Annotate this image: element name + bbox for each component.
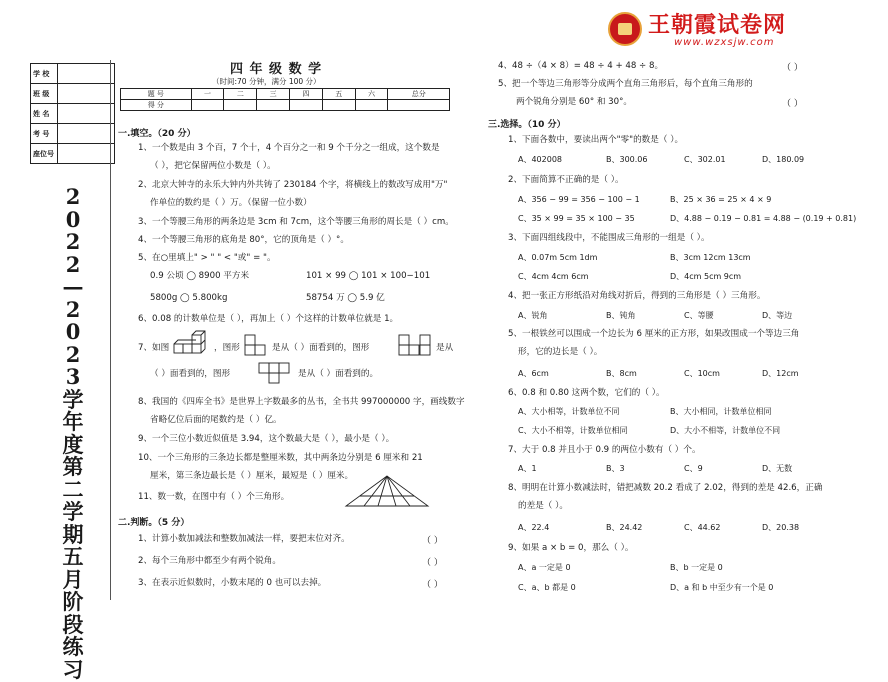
choice-stem: 4、把一张正方形纸沿对角线对折后，得到的三角形是（ ）三角形。	[508, 291, 766, 301]
choice-option[interactable]: D、4.88 − 0.19 − 0.81 = 4.88 − (0.19 + 0.81)	[670, 214, 857, 223]
choice-option[interactable]: D、12cm	[762, 369, 799, 378]
info-field[interactable]	[58, 104, 115, 124]
answer-paren[interactable]: （ ）	[422, 536, 443, 546]
view-shape-c	[258, 362, 292, 384]
section-1-title: 一.填空。（20 分）	[118, 129, 196, 139]
choice-stem: 9、如果 a × b = 0，那么（ ）。	[508, 543, 634, 553]
choice-option[interactable]: D、等边	[762, 311, 793, 320]
cube-stack-figure	[172, 330, 212, 358]
section-2-title: 二.判断。（5 分）	[118, 518, 190, 528]
answer-paren[interactable]: （ ）	[422, 580, 443, 590]
question-5-item: 101 × 99 ◯ 101 × 100−101	[306, 271, 431, 281]
choice-option[interactable]: C、大小不相等，计数单位相同	[518, 426, 628, 435]
info-label: 班 级	[31, 84, 58, 104]
score-header: 题 号	[121, 89, 192, 100]
question-2-line-2: 作单位的数约是（ ）万。（保留一位小数）	[150, 198, 312, 208]
question-3: 3、一个等腰三角形的两条边是 3cm 和 7cm，这个等腰三角形的周长是（ ）cm。	[138, 217, 454, 227]
view-shape-a	[244, 334, 268, 356]
question-10-line-1: 10、一个三角形的三条边长都是整厘米数，其中两条边分别是 6 厘米和 21	[138, 453, 423, 463]
question-7-line-2-tail: 是从（ ）面看到的。	[298, 369, 379, 379]
choice-stem: 6、0.8 和 0.80 这两个数，它们的（ ）。	[508, 388, 665, 398]
judge-item: 4、48 ÷（4 × 8）= 48 ÷ 4 + 48 ÷ 8。	[498, 61, 664, 71]
logo-emblem-icon	[608, 12, 642, 46]
judge-item: 两个锐角分别是 60° 和 30°。	[516, 97, 633, 107]
choice-option[interactable]: A、a 一定是 0	[518, 563, 571, 572]
score-header: 二	[224, 89, 257, 100]
score-cell[interactable]	[257, 100, 290, 111]
choice-stem: 的差是（ ）。	[518, 501, 568, 511]
choice-option[interactable]: A、22.4	[518, 523, 550, 532]
choice-stem: 2、下面简算不正确的是（ ）。	[508, 175, 624, 185]
score-header: 一	[191, 89, 224, 100]
answer-paren[interactable]: （ ）	[422, 558, 443, 568]
exam-subtitle: （时间:70 分钟，满分 100 分）	[212, 77, 321, 86]
score-cell[interactable]	[290, 100, 323, 111]
section-3-title: 三.选择。（10 分）	[488, 120, 566, 130]
answer-paren[interactable]: （ ）	[782, 63, 803, 73]
score-cell[interactable]	[388, 100, 450, 111]
binding-line	[110, 60, 111, 600]
score-header: 四	[290, 89, 323, 100]
score-row-label: 得 分	[121, 100, 192, 111]
judge-item: 5、把一个等边三角形等分成两个直角三角形后，每个直角三角形的	[498, 79, 753, 89]
question-11: 11、数一数，在图中有（ ）个三角形。	[138, 492, 290, 502]
question-7-intro: 7、如图	[138, 343, 170, 353]
question-7-line-2: （ ）面看到的，图形	[150, 369, 231, 379]
choice-option[interactable]: C、302.01	[684, 155, 726, 164]
choice-option[interactable]: C、4cm 4cm 6cm	[518, 272, 589, 281]
choice-option[interactable]: A、0.07m 5cm 1dm	[518, 253, 598, 262]
choice-option[interactable]: C、a、b 都是 0	[518, 583, 576, 592]
logo	[604, 8, 814, 52]
choice-option[interactable]: B、3	[606, 464, 625, 473]
choice-stem: 7、大于 0.8 并且小于 0.9 的两位小数有（ ）个。	[508, 445, 701, 455]
info-label: 考 号	[31, 124, 58, 144]
choice-option[interactable]: C、35 × 99 = 35 × 100 − 35	[518, 214, 635, 223]
choice-stem: 5、一根铁丝可以围成一个边长为 6 厘米的正方形，如果改围成一个等边三角	[508, 329, 800, 339]
choice-option[interactable]: A、锐角	[518, 311, 548, 320]
score-header: 三	[257, 89, 290, 100]
question-4: 4、一个等腰三角形的底角是 80°，它的顶角是（ ）°。	[138, 235, 349, 245]
judge-item: 1、计算小数加减法和整数加减法一样，要把末位对齐。	[138, 534, 350, 544]
question-5: 5、在○里填上" > " " < "或" = "。	[138, 253, 276, 263]
question-8-line-1: 8、我国的《四库全书》是世界上字数最多的丛书，全书共 997000000 字，画线数字	[138, 397, 465, 407]
choice-option[interactable]: B、b 一定是 0	[670, 563, 723, 572]
score-cell[interactable]	[224, 100, 257, 111]
choice-option[interactable]: D、4cm 5cm 9cm	[670, 272, 742, 281]
info-field[interactable]	[58, 84, 115, 104]
choice-stem: 3、下面四组线段中，不能围成三角形的一组是（ ）。	[508, 233, 710, 243]
question-7-tail: 是从	[436, 343, 454, 353]
choice-option[interactable]: D、a 和 b 中至少有一个是 0	[670, 583, 774, 592]
question-5-item: 58754 万 ◯ 5.9 亿	[306, 293, 385, 303]
score-table	[120, 88, 450, 111]
judge-item: 3、在表示近似数时，小数末尾的 0 也可以去掉。	[138, 578, 327, 588]
exam-title: 四 年 级 数 学	[230, 62, 323, 77]
score-cell[interactable]	[355, 100, 388, 111]
choice-stem: 8、明明在计算小数减法时，错把减数 20.2 看成了 2.02，得到的差是 42.6，正确	[508, 483, 823, 493]
choice-option[interactable]: B、大小相同，计数单位相同	[670, 407, 772, 416]
view-shape-b	[398, 334, 432, 356]
score-header: 总分	[388, 89, 450, 100]
score-cell[interactable]	[191, 100, 224, 111]
choice-option[interactable]: B、8cm	[606, 369, 637, 378]
choice-option[interactable]: B、300.06	[606, 155, 648, 164]
choice-stem: 形，它的边长是（ ）。	[518, 347, 603, 357]
score-header: 六	[355, 89, 388, 100]
info-field[interactable]	[58, 64, 115, 84]
question-7-text: 是从（ ）面看到的，图形	[272, 343, 370, 353]
choice-option[interactable]: C、44.62	[684, 523, 721, 532]
choice-option[interactable]: D、大小不相等，计数单位不同	[670, 426, 781, 435]
question-1-line-1: 1、一个数是由 3 个百，7 个十，4 个百分之一和 9 个千分之一组成，这个数是	[138, 143, 440, 153]
logo-url: www.wzxsjw.com	[674, 37, 775, 48]
choice-option[interactable]: D、180.09	[762, 155, 805, 164]
judge-item: 2、每个三角形中都至少有两个锐角。	[138, 556, 281, 566]
choice-option[interactable]: B、25 × 36 = 25 × 4 × 9	[670, 195, 772, 204]
score-header: 五	[322, 89, 355, 100]
question-7-text: ，图形	[214, 343, 240, 353]
triangle-count-figure	[344, 474, 430, 510]
choice-option[interactable]: C、9	[684, 464, 703, 473]
info-label: 姓 名	[31, 104, 58, 124]
info-field[interactable]	[58, 124, 115, 144]
choice-option[interactable]: D、无数	[762, 464, 793, 473]
info-field[interactable]	[58, 144, 115, 164]
choice-option[interactable]: A、大小相等，计数单位不同	[518, 407, 620, 416]
question-1-line-2: （ ），把它保留两位小数是（ ）。	[150, 161, 276, 171]
choice-option[interactable]: A、402008	[518, 155, 563, 164]
logo-brand: 王朝霞试卷网	[648, 13, 787, 38]
question-5-item: 0.9 公顷 ◯ 8900 平方米	[150, 271, 250, 281]
choice-option[interactable]: B、钝角	[606, 311, 636, 320]
vertical-exam-title: 2 0 2 2 — 2 0 2 3 学 年 度 第 二 学 期 五 月 阶 段 练 习	[62, 184, 84, 682]
question-6: 6、0.08 的计数单位是（ ），再加上（ ）个这样的计数单位就是 1。	[138, 314, 399, 324]
answer-paren[interactable]: （ ）	[782, 99, 803, 109]
student-info-table	[30, 63, 115, 164]
choice-option[interactable]: A、1	[518, 464, 537, 473]
choice-option[interactable]: D、20.38	[762, 523, 800, 532]
choice-option[interactable]: C、10cm	[684, 369, 720, 378]
question-8-line-2: 省略亿位后面的尾数约是（ ）亿。	[150, 415, 282, 425]
choice-option[interactable]: B、3cm 12cm 13cm	[670, 253, 751, 262]
info-label: 座位号	[31, 144, 58, 164]
question-5-item: 5800g ◯ 5.800kg	[150, 293, 228, 303]
choice-option[interactable]: A、356 − 99 = 356 − 100 − 1	[518, 195, 640, 204]
choice-option[interactable]: B、24.42	[606, 523, 643, 532]
score-cell[interactable]	[322, 100, 355, 111]
question-10-line-2: 厘米，第三条边最长是（ ）厘米，最短是（ ）厘米。	[150, 471, 354, 481]
choice-option[interactable]: A、6cm	[518, 369, 549, 378]
info-label: 学 校	[31, 64, 58, 84]
question-9: 9、一个三位小数近似值是 3.94，这个数最大是（ ），最小是（ ）。	[138, 434, 395, 444]
choice-stem: 1、下面各数中，要读出两个"零"的数是（ ）。	[508, 135, 684, 145]
question-2-line-1: 2、北京大钟寺的永乐大钟内外共铸了 230184 个字，将横线上的数改写成用"万"	[138, 180, 448, 190]
choice-option[interactable]: C、等腰	[684, 311, 714, 320]
